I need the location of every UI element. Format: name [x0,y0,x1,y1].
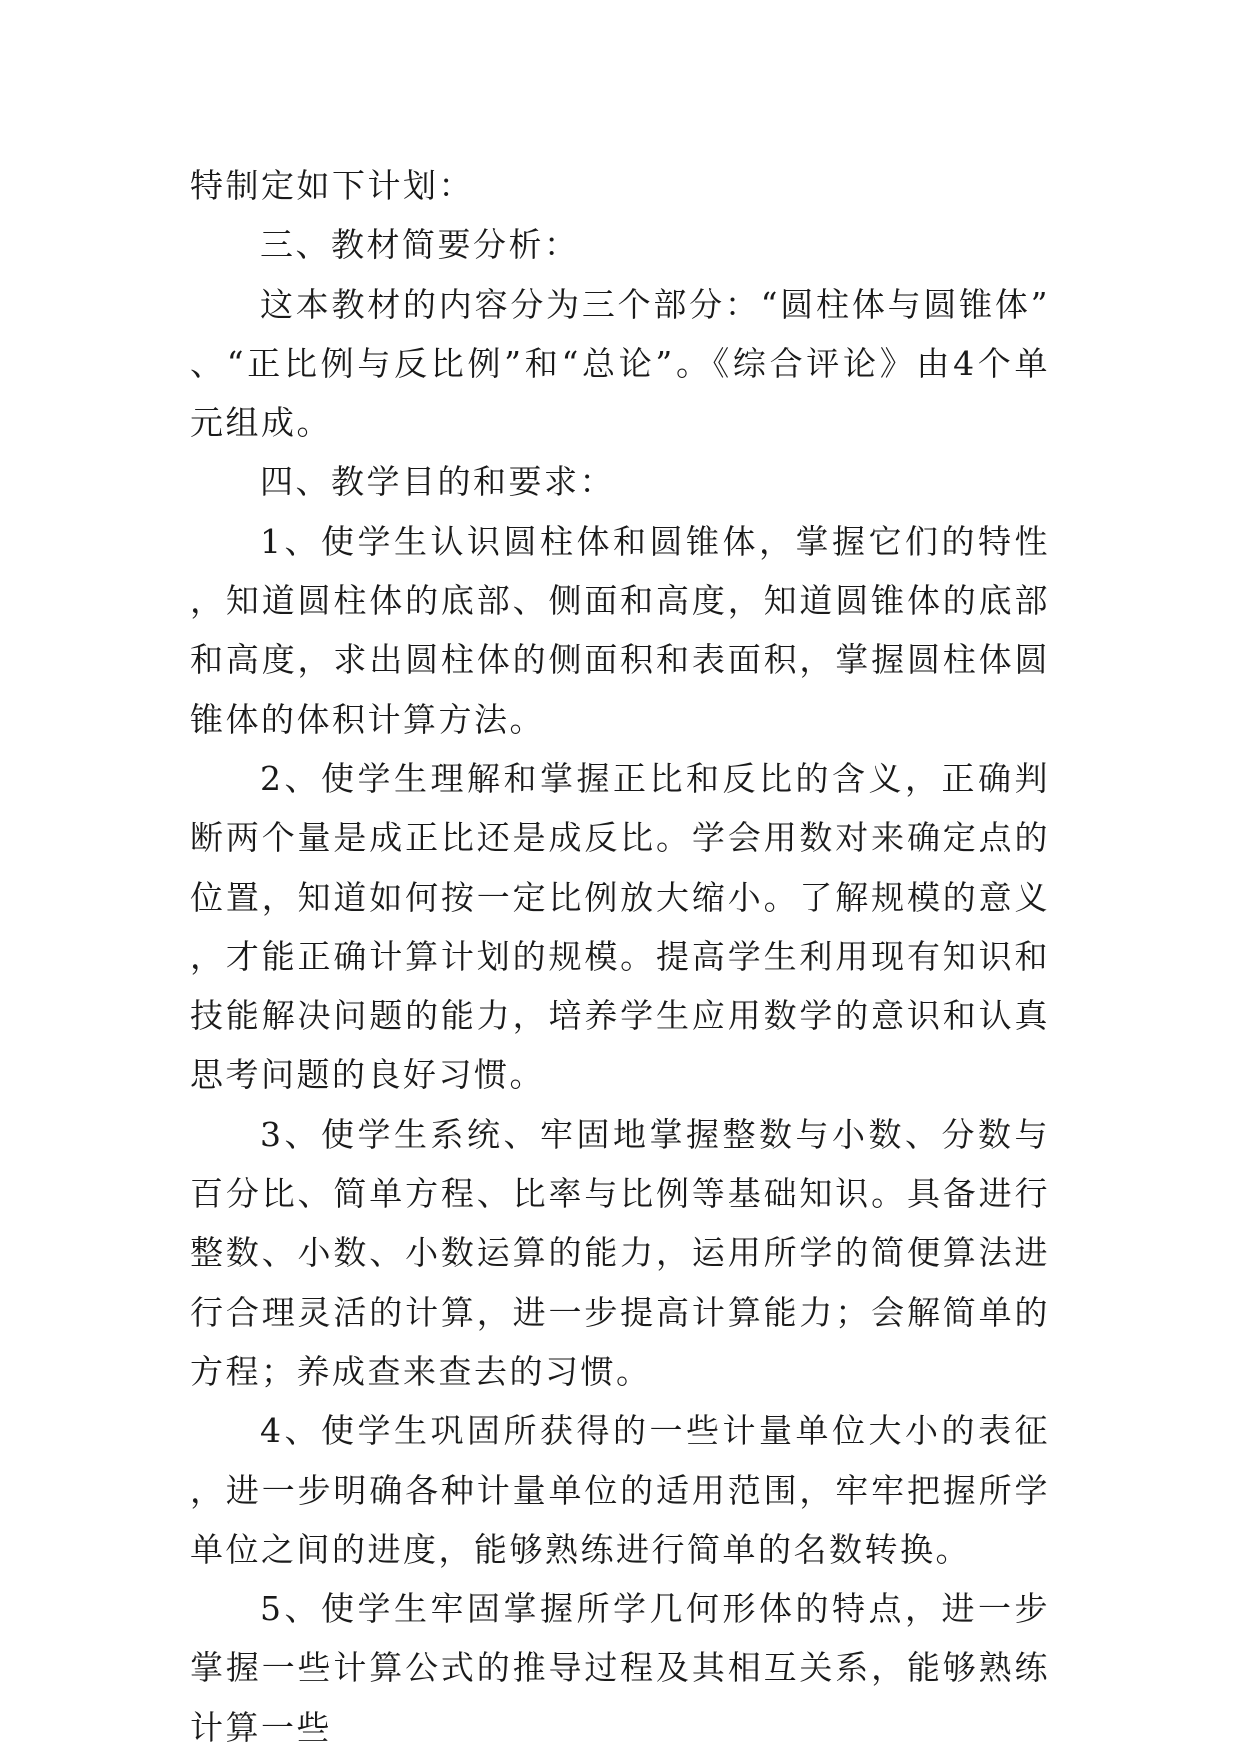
document-body [190,156,1050,1757]
heading-textbook-analysis: 三、教材简要分析： [260,225,580,265]
paragraph-goal-1: 1、使学生认识圆柱体和圆锥体，掌握它们的特性，知道圆柱体的底部、侧面和高度，知道圆锥体的底部和高度，求出圆柱体的侧面积和表面积，掌握圆柱体圆锥体的体积计算方法。 [190,521,1050,739]
paragraph-textbook-content: 这本教材的内容分为三个部分：“圆柱体与圆锥体”、“正比例与反比例”和“总论”。《综合评论》由4个单元组成。 [190,284,1050,443]
paragraph-goal-5: 5、使学生牢固掌握所学几何形体的特点，进一步掌握一些计算公式的推导过程及其相互关系，能够熟练计算一些 [190,1589,1050,1747]
paragraph-goal-2: 2、使学生理解和掌握正比和反比的含义，正确判断两个量是成正比还是成反比。学会用数对来确定点的位置，知道如何按一定比例放大缩小。了解规模的意义，才能正确计算计划的规模。提高学生利用现有知识和技能解决问题的能力，培养学生应用数学的意识和认真思考问题的良好习惯。 [190,758,1050,1095]
paragraph-goal-4: 4、使学生巩固所获得的一些计量单位大小的表征，进一步明确各种计量单位的适用范围，牢牢把握所学单位之间的进度，能够熟练进行简单的名数转换。 [190,1411,1050,1569]
paragraph-plan-intro: 特制定如下计划： [190,166,474,205]
paragraph-goal-3: 3、使学生系统、牢固地掌握整数与小数、分数与百分比、简单方程、比率与比例等基础知识。具备进行整数、小数、小数运算的能力，运用所学的简便算法进行合理灵活的计算，进一步提高计算能力；会解简单的方程；养成查来查去的习惯。 [190,1114,1050,1391]
heading-teaching-goals: 四、教学目的和要求： [260,462,615,502]
